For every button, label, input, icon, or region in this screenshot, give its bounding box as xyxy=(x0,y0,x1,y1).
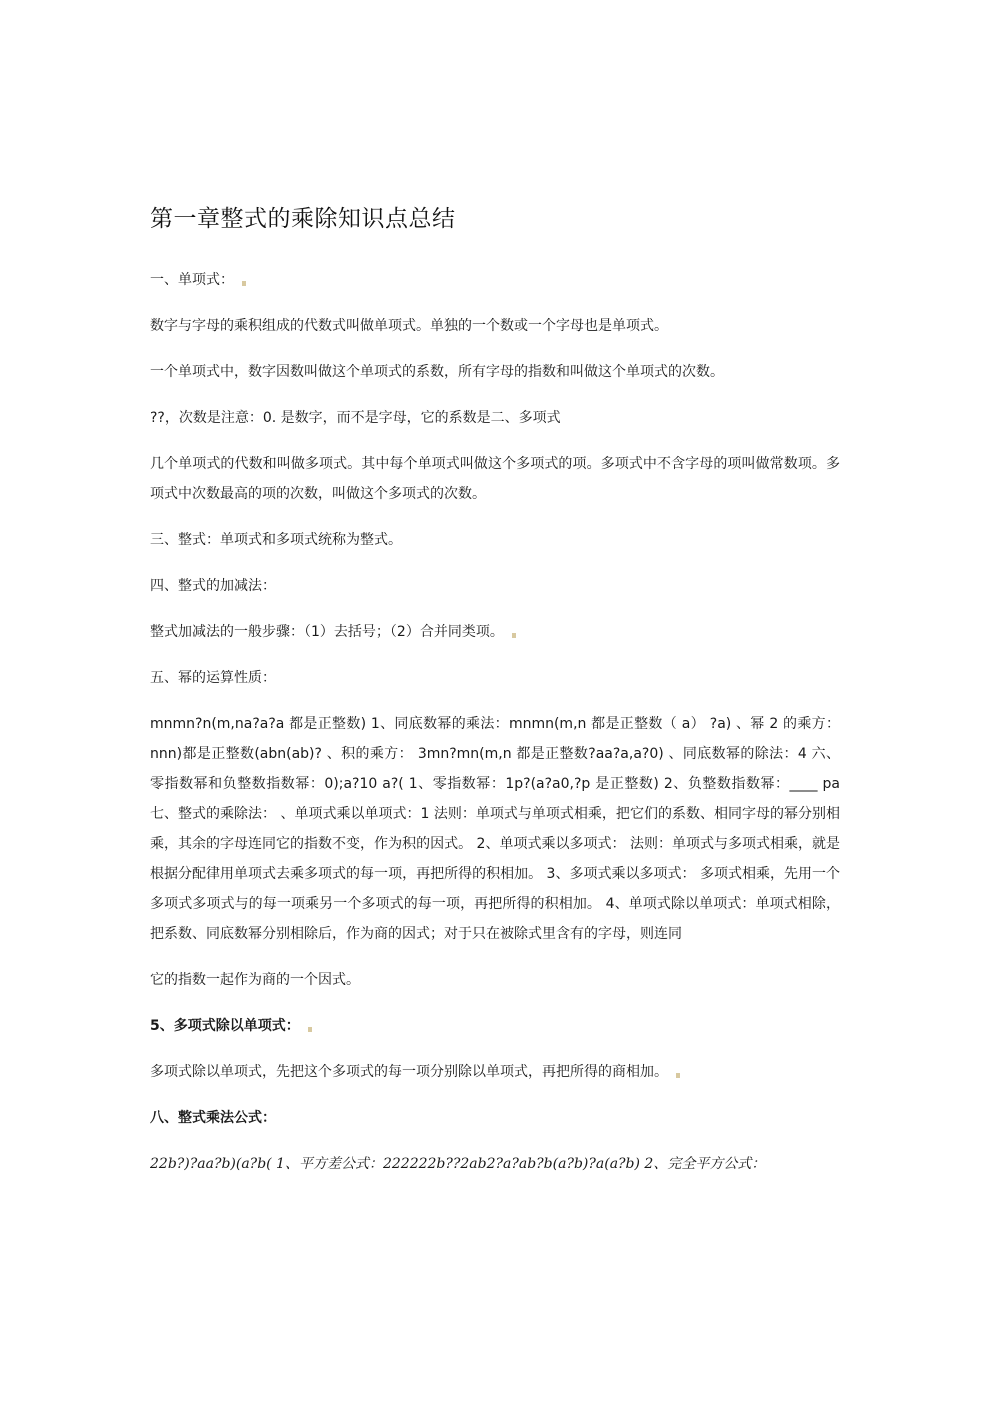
marker-icon xyxy=(308,1027,312,1032)
paragraph-power-rules-tail: 它的指数一起作为商的一个因式。 xyxy=(150,972,360,988)
section-heading-power-rules: 五、幂的运算性质： xyxy=(150,670,276,686)
paragraph-monomial-degree: 一个单项式中，数字因数叫做这个单项式的系数，所有字母的指数和叫做这个单项式的次数。 xyxy=(150,364,724,380)
section-heading-monomial: 一、单项式： xyxy=(150,265,840,295)
marker-icon xyxy=(242,281,246,286)
paragraph-note: ??，次数是注意：0. 是数字，而不是字母，它的系数是二、多项式 xyxy=(150,410,561,426)
section-heading-add-subtract: 四、整式的加减法： xyxy=(150,578,276,594)
paragraph-add-subtract-steps: 整式加减法的一般步骤：（1）去括号；（2）合并同类项。 xyxy=(150,617,840,647)
section-heading-mult-formulas: 八、整式乘法公式： xyxy=(150,1110,276,1126)
paragraph-integral-expression: 三、整式：单项式和多项式统称为整式。 xyxy=(150,532,402,548)
paragraph-power-rules: mnmn?n(m,na?a?a 都是正整数) 1、同底数幂的乘法：mnmn(m,n 都是正整数（ a） ?a) 、幂 2 的乘方：nnn)都是正整数(abn(ab)? 、积的乘方： 3mn?mn(m,n 都是正整数?aa?a,a?0) 、同底数幂的除法：4 六、零指数幂和负整数指数幂：0);a?10 a?( 1、零指数幂：1p?(a?a0,?p 是正整数) 2、负整数指数幂：____ pa 七、整式的乘除法： 、单项式乘以单项式：1 法则：单项式与单项式相乘，把它们的系数、相同字母的幂分别相乘，其余的字母连同它的指数不变，作为积的因式。 2、单项式乘以多项式： 法则：单项式与多项式相乘，就是根据分配律用单项式去乘多项式的每一项，再把所得的积相加。 3、多项式乘以多项式： 多项式相乘，先用一个多项式多项式与的每一项乘另一个多项式的每一项，再把所得的积相加。 4、单项式除以单项式：单项式相除，把系数、同底数幂分别相除后，作为商的因式；对于只在被除式里含有的字母，则连同 xyxy=(150,716,840,942)
document-page xyxy=(150,200,840,1195)
paragraph-formulas: 22b?)?aa?b)(a?b( 1、平方差公式：222222b??2ab2?a?ab?b(a?b)?a(a?b) 2、完全平方公式： xyxy=(150,1156,766,1172)
document-title: 第一章整式的乘除知识点总结 xyxy=(150,206,456,232)
section-heading-poly-div-mono: 5、多项式除以单项式： xyxy=(150,1011,840,1041)
paragraph-polynomial: 几个单项式的代数和叫做多项式。其中每个单项式叫做这个多项式的项。多项式中不含字母的项叫做常数项。多项式中次数最高的项的次数，叫做这个多项式的次数。 xyxy=(150,456,840,502)
paragraph-monomial-definition: 数字与字母的乘积组成的代数式叫做单项式。单独的一个数或一个字母也是单项式。 xyxy=(150,318,668,334)
paragraph-poly-div-mono: 多项式除以单项式，先把这个多项式的每一项分别除以单项式，再把所得的商相加。 xyxy=(150,1057,840,1087)
marker-icon xyxy=(676,1073,680,1078)
marker-icon xyxy=(512,633,516,638)
